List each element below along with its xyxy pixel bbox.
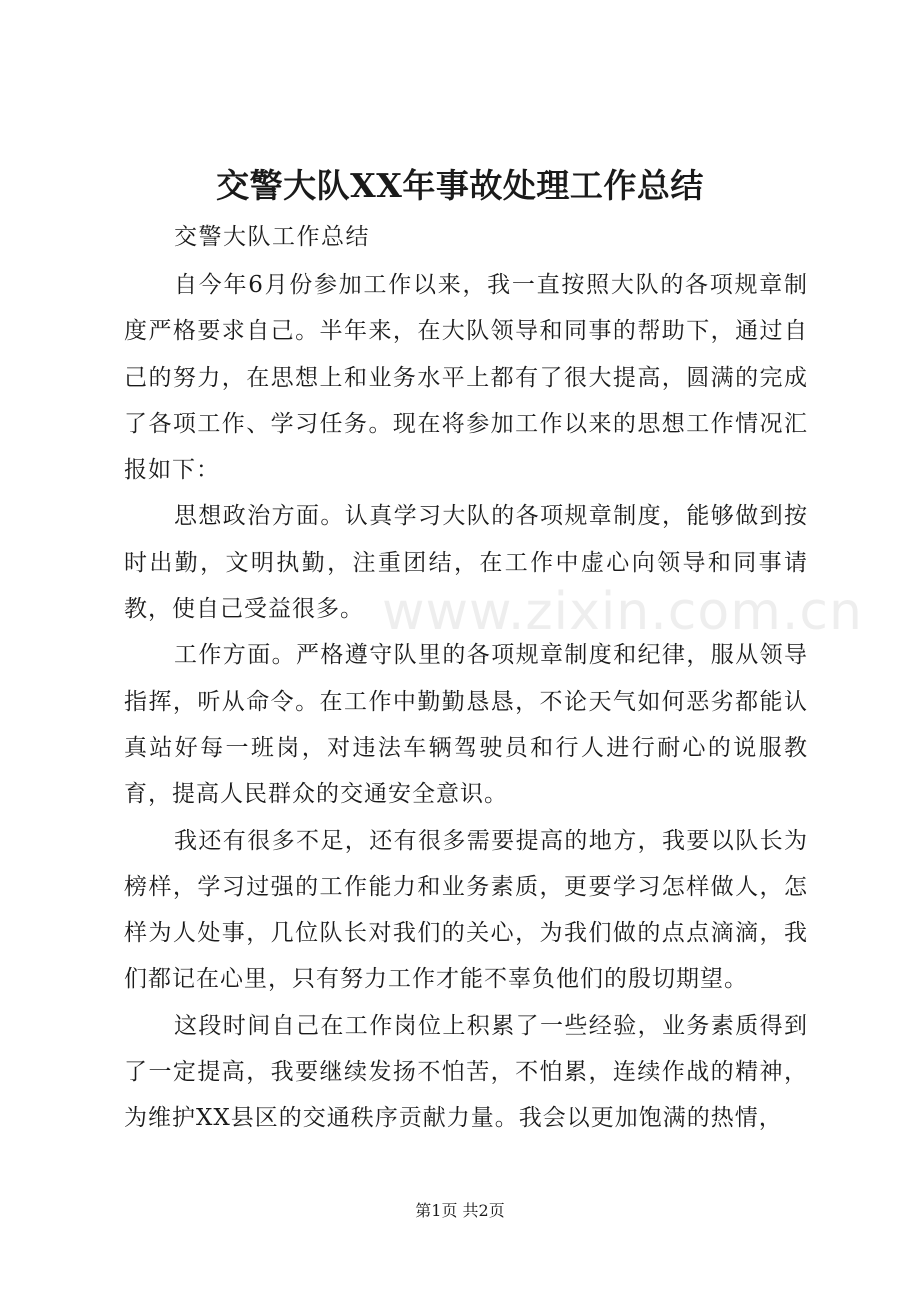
- paragraph-shortcomings: 我还有很多不足，还有很多需要提高的地方，我要以队长为榜样，学习过强的工作能力和业务素质，更要学习怎样做人，怎样为人处事，几位队长对我们的关心，为我们做的点点滴滴，我们都记在心里，只有努力工作才能不辜负他们的殷切期望。: [124, 827, 808, 993]
- document-title: 交警大队XX年事故处理工作总结: [216, 166, 704, 205]
- paragraph-political: 思想政治方面。认真学习大队的各项规章制度，能够做到按时出勤，文明执勤，注重团结，在工作中虚心向领导和同事请教，使自己受益很多。: [124, 503, 808, 623]
- page-footer: 第1页 共2页: [415, 1201, 505, 1220]
- document-body: [124, 262, 808, 1142]
- paragraph-work: 工作方面。严格遵守队里的各项规章制度和纪律，服从领导指挥，听从命令。在工作中勤勤恳恳，不论天气如何恶劣都能认真站好每一班岗，对违法车辆驾驶员和行人进行耐心的说服教育，提高人民群众的交通安全意识。: [124, 642, 808, 808]
- paragraph-experience: 这段时间自己在工作岗位上积累了一些经验，业务素质得到了一定提高，我要继续发扬不怕苦，不怕累，连续作战的精神，为维护XX县区的交通秩序贡献力量。我会以更加饱满的热情，: [124, 1012, 808, 1132]
- document-subtitle: 交警大队工作总结: [174, 224, 370, 250]
- site-watermark: www.zixin.com.cn: [382, 582, 863, 642]
- paragraph-intro: 自今年6月份参加工作以来，我一直按照大队的各项规章制度严格要求自己。半年来，在大队领导和同事的帮助下，通过自己的努力，在思想上和业务水平上都有了很大提高，圆满的完成了各项工作、学习任务。现在将参加工作以来的思想工作情况汇报如下：: [124, 272, 808, 484]
